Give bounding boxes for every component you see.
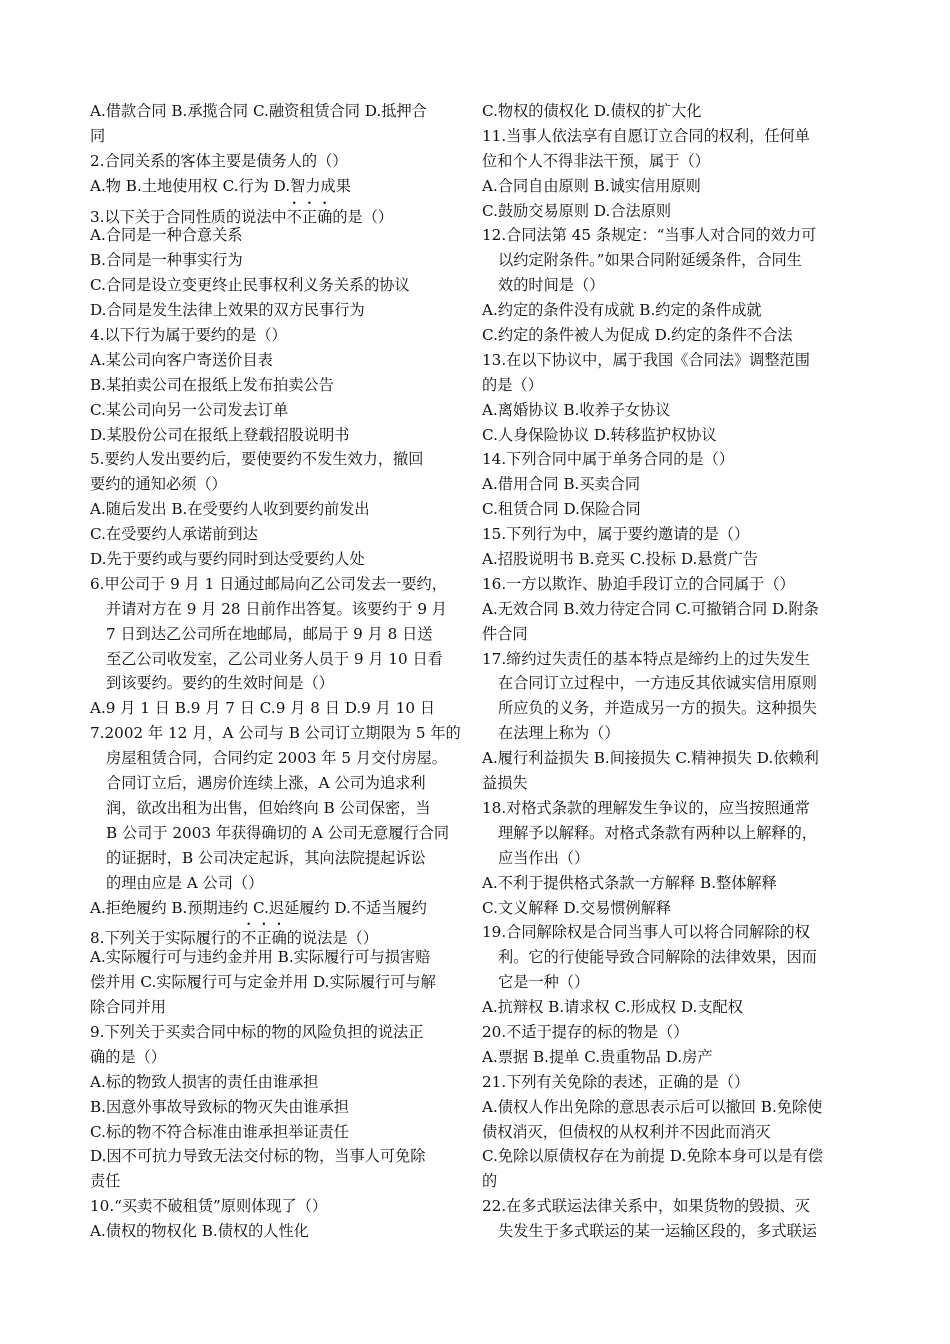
text-line: A.借用合同 B.买卖合同 [482,475,641,494]
text-line: C.租赁合同 D.保险合同 [482,500,641,519]
text-line: C.约定的条件被人为促成 D.约定的条件不合法 [482,326,793,345]
text-line: B.合同是一种事实行为 [90,251,243,270]
text-line: 5.要约人发出要约后，要使要约不发生效力，撤回 [90,450,424,469]
text-line: B.某拍卖公司在报纸上发布拍卖公告 [90,375,334,394]
text-line: A.约定的条件没有成就 B.约定的条件成就 [482,301,762,320]
text-line: D.因不可抗力导致无法交付标的物，当事人可免除 [90,1147,426,1166]
text-line: 7.2002 年 12 月，A 公司与 B 公司订立期限为 5 年的 [90,724,461,743]
text-line: D.先于要约或与要约同时到达受要约人处 [90,550,365,569]
text-line: C.在受要约人承诺前到达 [90,525,258,544]
text-line: D.某股份公司在报纸上登载招股说明书 [90,425,350,444]
text-line: 理解予以解释。对格式条款有两种以上解释的， [498,823,817,842]
text-line: 的证据时，B 公司决定起诉，其向法院提起诉讼 [106,848,426,867]
text-line: 16.一方以欺诈、胁迫手段订立的合同属于（） [482,574,795,593]
text-line: 以约定附条件。”如果合同附延缓条件，合同生 [498,251,802,270]
text-line: B 公司于 2003 年获得确切的 A 公司无意履行合同 [106,823,450,842]
text-line: 到该要约。要约的生效时间是（） [106,674,334,693]
text-line: A.债权人作出免除的意思表示后可以撤回 B.免除使 [482,1097,823,1116]
text-line: A.合同自由原则 B.诚实信用原则 [482,176,701,195]
text-line: A.不利于提供格式条款一方解释 B.整体解释 [482,873,777,892]
text-line: 位和个人不得非法干预，属于（） [482,151,710,170]
text-line: A.标的物致人损害的责任由谁承担 [90,1072,319,1091]
text-line: A.合同是一种合意关系 [90,226,243,245]
text-line: 的是（） [482,375,543,394]
text-line: 8.下列关于实际履行的不正确的说法是（） [90,929,378,948]
text-line: C.免除以原债权存在为前提 D.免除本身可以是有偿 [482,1147,823,1166]
text-line: A.抗辩权 B.请求权 C.形成权 D.支配权 [482,998,743,1017]
text-line: 应当作出（） [498,848,590,867]
text-line: 要约的通知必须（） [90,475,227,494]
text-line: C.文义解释 D.交易惯例解释 [482,898,672,917]
text-line: C.合同是设立变更终止民事权利义务关系的协议 [90,276,410,295]
text-line: A.债权的物权化 B.债权的人性化 [90,1222,309,1241]
text-line: 在合同订立过程中，一方违反其依诚实信用原则 [498,674,817,693]
text-line: C.某公司向另一公司发去订单 [90,400,289,419]
text-line: 14.下列合同中属于单务合同的是（） [482,450,734,469]
text-line: 6.甲公司于 9 月 1 日通过邮局向乙公司发去一要约， [90,574,447,593]
text-line: A.离婚协议 B.收养子女协议 [482,400,671,419]
text-line: A.随后发出 B.在受要约人收到要约前发出 [90,500,370,519]
text-line: 的 [482,1172,498,1191]
text-line: 17.缔约过失责任的基本特点是缔约上的过失发生 [482,649,810,668]
text-line: 所应负的义务，并造成另一方的损失。这种损失 [498,699,817,718]
text-line: 利。它的行使能导致合同解除的法律效果，因而 [498,948,817,967]
text-line: A.票据 B.提单 C.贵重物品 D.房产 [482,1047,713,1066]
text-line: 确的是（） [90,1047,166,1066]
left-column [90,99,472,1244]
text-line: D.合同是发生法律上效果的双方民事行为 [90,301,365,320]
text-line: 4.以下行为属于要约的是（） [90,326,287,345]
text-line: 20.不适于提存的标的物是（） [482,1022,689,1041]
text-line: 益损失 [482,774,528,793]
text-line: 9.下列关于买卖合同中标的物的风险负担的说法正 [90,1022,424,1041]
text-line: C.人身保险协议 D.转移监护权协议 [482,425,717,444]
text-line: A.招股说明书 B.竞买 C.投标 D.悬赏广告 [482,550,759,569]
text-line: 至乙公司收发室，乙公司业务人员于 9 月 10 日看 [106,649,443,668]
text-line: 在法理上称为（） [498,724,620,743]
text-line: 债权消灭，但债权的从权利并不因此而消灭 [482,1122,771,1141]
text-line: B.因意外事故导致标的物灭失由谁承担 [90,1097,349,1116]
text-line: 合同订立后，遇房价连续上涨，A 公司为追求利 [106,774,426,793]
text-line: 3.以下关于合同性质的说法中不正确的是（） [90,207,394,226]
text-line: 它是一种（） [498,973,590,992]
text-line: 失发生于多式联运的某一运输区段的，多式联运 [498,1222,817,1241]
text-line: 责任 [90,1172,121,1191]
text-line: 除合同并用 [90,998,166,1017]
text-line: A.某公司向客户寄送价目表 [90,350,273,369]
text-line: C.鼓励交易原则 D.合法原则 [482,201,672,220]
text-line: A.履行利益损失 B.间接损失 C.精神损失 D.依赖利 [482,749,819,768]
right-column [482,99,862,1244]
text-line: 偿并用 C.实际履行可与定金并用 D.实际履行可与解 [90,973,436,992]
text-line: A.无效合同 B.效力待定合同 C.可撤销合同 D.附条 [482,599,819,618]
text-line: A.借款合同 B.承揽合同 C.融资租赁合同 D.抵押合 [90,102,427,120]
text-line: C.物权的债权化 D.债权的扩大化 [482,102,702,120]
text-line: 同 [90,126,106,145]
text-line: 2.合同关系的客体主要是债务人的（） [90,151,348,170]
text-line: 并请对方在 9 月 28 日前作出答复。该要约于 9 月 [106,599,447,618]
text-line: 19.合同解除权是合同当事人可以将合同解除的权 [482,923,810,942]
text-line: 房屋租赁合同，合同约定 2003 年 5 月交付房屋。 [106,749,447,768]
text-line: 22.在多式联运法律关系中，如果货物的毁损、灭 [482,1197,810,1216]
text-line: C.标的物不符合标准由谁承担举证责任 [90,1122,349,1141]
text-line: A.实际履行可与违约金并用 B.实际履行可与损害赔 [90,948,431,967]
text-line: 润，欲改出租为出售，但始终向 B 公司保密，当 [106,798,431,817]
text-line: 11.当事人依法享有自愿订立合同的权利，任何单 [482,126,810,145]
text-line: 的理由应是 A 公司（） [106,873,264,892]
text-line: A.拒绝履约 B.预期违约 C.迟延履约 D.不适当履约 [90,898,427,917]
text-line: 18.对格式条款的理解发生争议的，应当按照通常 [482,798,810,817]
text-line: A.9 月 1 日 B.9 月 7 日 C.9 月 8 日 D.9 月 10 日 [90,699,436,718]
text-line: 12.合同法第 45 条规定：“当事人对合同的效力可 [482,226,817,245]
text-line: 效的时间是（） [498,276,605,295]
text-line: 10.“买卖不破租赁”原则体现了（） [90,1197,328,1216]
text-line: 件合同 [482,624,528,643]
text-line: 21.下列有关免除的表述，正确的是（） [482,1072,750,1091]
text-line: 13.在以下协议中，属于我国《合同法》调整范围 [482,350,810,369]
text-line: 15.下列行为中，属于要约邀请的是（） [482,525,750,544]
text-line: 7 日到达乙公司所在地邮局，邮局于 9 月 8 日送 [106,624,433,643]
text-line: A.物 B.土地使用权 C.行为 D.智力成果 [90,176,351,195]
